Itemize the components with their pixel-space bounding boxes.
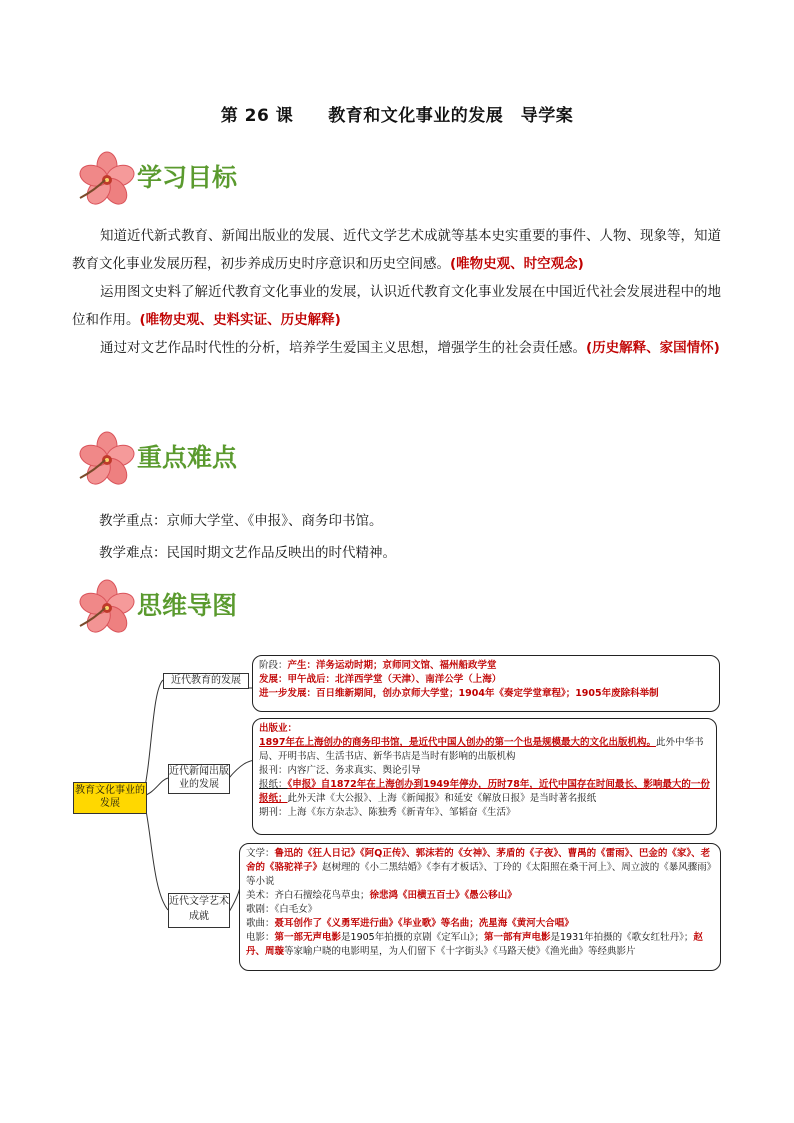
mindmap-root: 教育文化事业的发展 <box>73 782 147 814</box>
section-title: 思维导图 <box>137 591 238 620</box>
press-box: 出版业： 1897年在上海创办的商务印书馆，是近代中国人创办的第一个也是规模最大的文化出版机构。此外中华书局、开明书店、生活书店、新华书店是当时有影响的出版机构 报刊：内容广泛、务求真实、舆论引导 报纸：《申报》自1872年在上海创办到1949年停办，历时78年，近代中国存在时间最长、影响最大的一份报纸；此外天津《大公报》、上海《新闻报》和延安《解放日报》是当时著名报纸 期刊：上海《东方杂志》、陈独秀《新青年》、邹韬奋《生活》 <box>252 718 717 835</box>
objective-1: 知道近代新式教育、新闻出版业的发展、近代文学艺术成就等基本史实重要的事件、人物、现象等，知道教育文化事业发展历程，初步养成历史时序意识和历史空间感。(唯物史观、时空观念) <box>72 228 721 272</box>
branch-arts: 近代文学艺术成就 <box>168 893 230 928</box>
objective-2: 运用图文史料了解近代教育文化事业的发展，认识近代教育文化事业发展在中国近代社会发展进程中的地位和作用。(唯物史观、史料实证、历史解释) <box>72 284 721 328</box>
section-title: 重点难点 <box>137 443 238 472</box>
page-title: 第 26 课 教育和文化事业的发展 导学案 <box>220 106 574 126</box>
branch-education: 近代教育的发展 <box>163 673 249 689</box>
section-title: 学习目标 <box>137 163 238 192</box>
branch-press: 近代新闻出版业的发展 <box>168 764 230 794</box>
education-box: 阶段：产生：洋务运动时期；京师同文馆、福州船政学堂 发展：甲午战后：北洋西学堂（天津）、南洋公学（上海） 进一步发展：百日维新期间，创办京师大学堂；1904年《奏定学堂章程》；1905年废除科举制 <box>252 655 720 712</box>
key-focus: 教学重点：京师大学堂、《申报》、商务印书馆。 <box>99 513 383 529</box>
arts-box: 文学：鲁迅的《狂人日记》《阿Q正传》、郭沫若的《女神》、茅盾的《子夜》、曹禺的《雷雨》、巴金的《家》、老舍的《骆驼祥子》赵树理的《小二黑结婚》《李有才板话》、丁玲的《太阳照在桑干河上》、周立波的《暴风骤雨》等小说 美术：齐白石擅绘花鸟草虫；徐悲鸿《田横五百士》《愚公移山》 歌剧：《白毛女》 歌曲：聂耳创作了《义勇军进行曲》《毕业歌》等名曲；冼星海《黄河大合唱》 电影：第一部无声电影是1905年拍摄的京剧《定军山》；第一部有声电影是1931年拍摄的《歌女红牡丹》；赵丹、周璇等家喻户晓的电影明星，为人们留下《十字街头》《马路天使》《渔光曲》等经典影片 <box>239 843 721 971</box>
key-difficulty: 教学难点：民国时期文艺作品反映出的时代精神。 <box>99 545 396 561</box>
objective-3: 通过对文艺作品时代性的分析，培养学生爱国主义思想，增强学生的社会责任感。(历史解释、家国情怀) <box>100 340 720 356</box>
